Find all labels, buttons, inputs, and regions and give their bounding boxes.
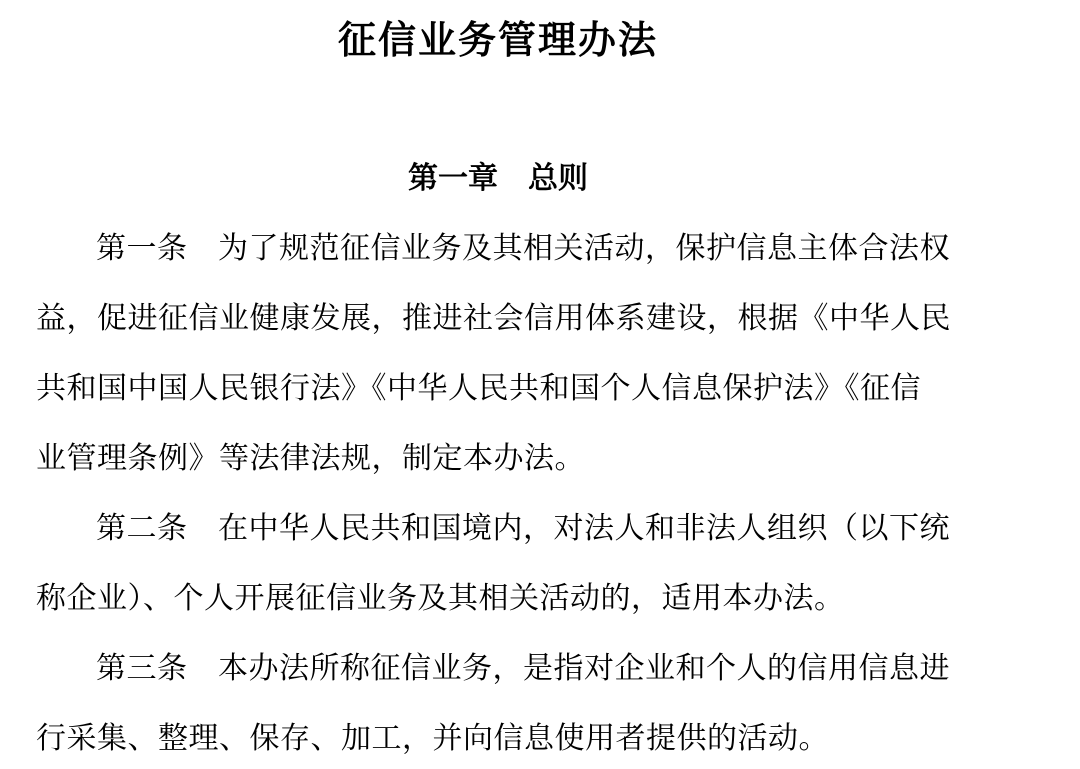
article-3-line-2: 行采集、整理、保存、加工，并向信息使用者提供的活动。 [36,721,829,756]
chapter-heading: 第一章 总则 [408,161,588,196]
article-spacer [188,511,219,546]
article-spacer [188,231,219,266]
article-2-line-1 [96,507,1026,551]
article-3-text-1: 本办法所称征信业务，是指对企业和个人的信用信息进 [218,651,950,686]
article-3-number: 第三条 [96,651,188,686]
article-1-number: 第一条 [96,231,188,266]
article-2-line-2: 称企业）、个人开展征信业务及其相关活动的，适用本办法。 [36,581,845,616]
article-spacer [188,651,219,686]
article-1-text-1: 为了规范征信业务及其相关活动，保护信息主体合法权 [218,231,950,266]
document-title: 征信业务管理办法 [337,18,658,62]
article-3-line-1 [96,647,1026,691]
article-1-line-4: 业管理条例》等法律法规，制定本办法。 [36,441,585,476]
article-2-text-1: 在中华人民共和国境内，对法人和非法人组织（以下统 [218,511,950,546]
article-1-line-2: 益，促进征信业健康发展，推进社会信用体系建设，根据《中华人民 [36,301,951,336]
article-1-line-1 [96,227,1026,271]
article-1-line-3: 共和国中国人民银行法》《中华人民共和国个人信息保护法》《征信 [36,371,921,406]
article-2-number: 第二条 [96,511,188,546]
